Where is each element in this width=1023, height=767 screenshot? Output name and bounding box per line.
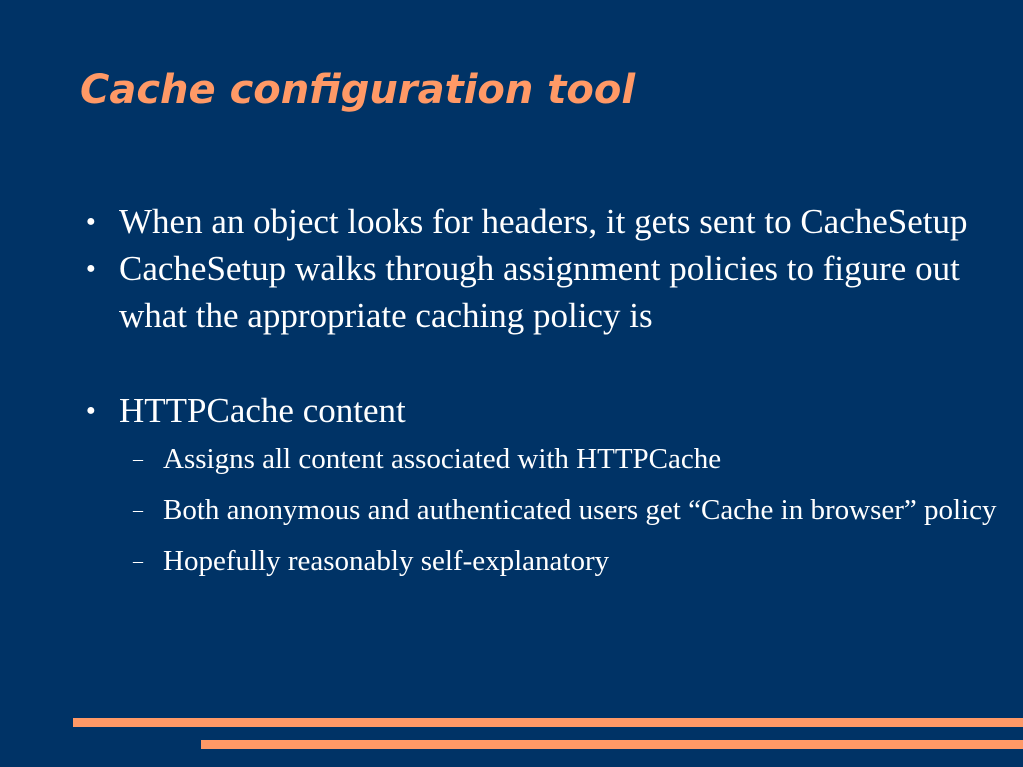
dash-icon: – <box>133 499 143 521</box>
bullet-list <box>0 198 1023 587</box>
sub-bullet-text: Both anonymous and authenticated users get “Cache in browser” policy <box>163 494 997 526</box>
sub-bullet-text: Assigns all content associated with HTTPCache <box>163 443 722 475</box>
slide-title: Cache configuration tool <box>80 67 636 113</box>
bullet-item <box>0 387 1023 434</box>
bullet-text: HTTPCache content <box>119 391 406 430</box>
bullet-spacer <box>0 339 1023 387</box>
dash-icon: – <box>133 448 143 470</box>
bullet-item <box>0 198 1023 245</box>
sub-bullet-item <box>0 536 1023 587</box>
bullet-dot-icon: ● <box>86 260 96 277</box>
sub-bullet-text: Hopefully reasonably self-explanatory <box>163 545 610 577</box>
sub-bullet-item <box>0 485 1023 536</box>
decorative-rule-top <box>73 718 1023 727</box>
sub-bullet-item <box>0 434 1023 485</box>
bullet-dot-icon: ● <box>86 213 96 230</box>
bullet-dot-icon: ● <box>86 402 96 419</box>
bullet-item <box>0 245 1023 339</box>
dash-icon: – <box>133 550 143 572</box>
bullet-text: CacheSetup walks through assignment policies to figure out what the appropriate caching policy is <box>119 249 960 335</box>
bullet-text: When an object looks for headers, it gets sent to CacheSetup <box>119 202 968 241</box>
decorative-rule-bottom <box>201 740 1023 749</box>
